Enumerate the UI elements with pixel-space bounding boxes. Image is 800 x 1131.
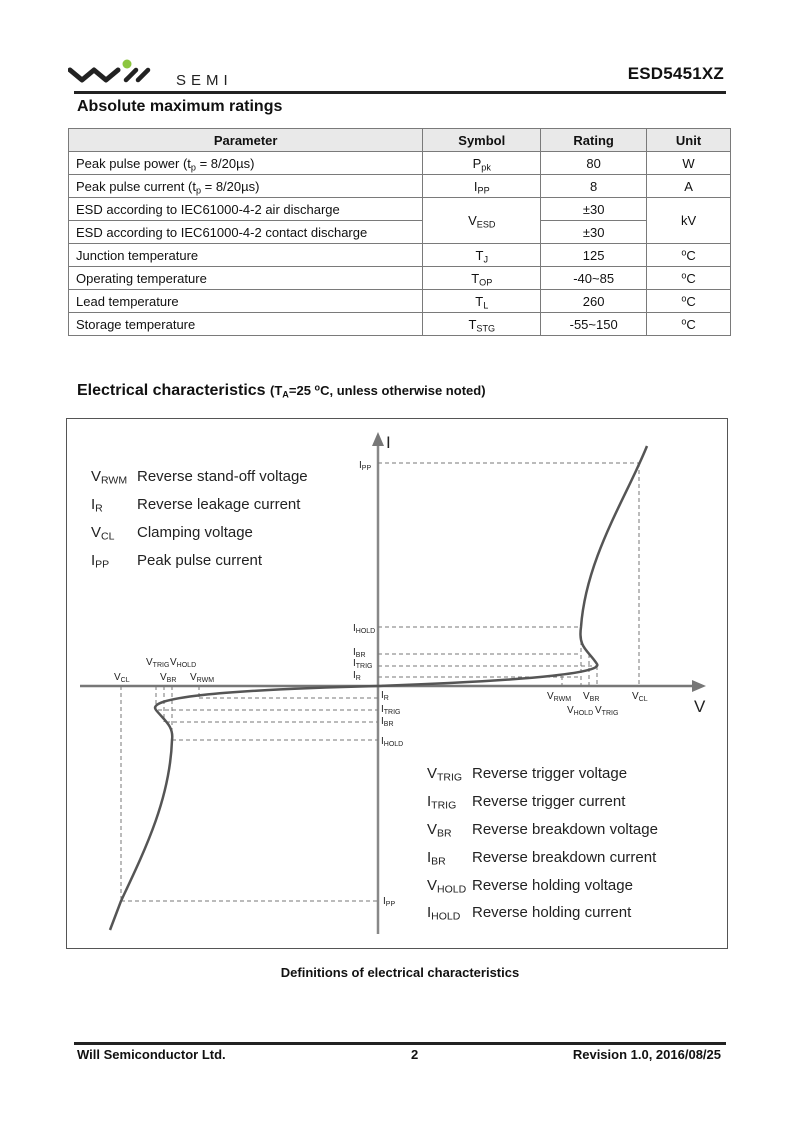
will-semi-logo-icon xyxy=(68,58,258,90)
param-cell: ESD according to IEC61000-4-2 air discharge xyxy=(69,198,423,221)
footer-revision: Revision 1.0, 2016/08/25 xyxy=(572,1047,721,1062)
ratings-table xyxy=(68,128,731,336)
label-vrwm-right: $V_{RWM}$ xyxy=(547,691,572,703)
label-itrig-top: $I_{TRIG}$ xyxy=(353,658,373,670)
table-header-row xyxy=(69,129,731,152)
table-row xyxy=(69,290,731,313)
electrical-title: Electrical characteristics ($T_A=25$ $^o$C, unless otherwise noted) xyxy=(77,382,486,400)
rating-cell: 125 xyxy=(541,244,647,267)
rating-cell: 80 xyxy=(541,152,647,175)
header-divider xyxy=(74,91,726,94)
param-cell: ESD according to IEC61000-4-2 contact discharge xyxy=(69,221,423,244)
label-ipp-top: $I_{PP}$ xyxy=(359,460,372,472)
company-logo xyxy=(68,58,258,90)
unit-cell: $^o$C xyxy=(647,244,731,267)
symbol-cell: $T_{OP}$ xyxy=(423,267,541,290)
figure-caption: Definitions of electrical characteristics xyxy=(280,965,520,980)
label-vhold-left: $V_{HOLD}$ xyxy=(170,657,197,669)
label-vcl-right: $V_{CL}$ xyxy=(632,691,648,703)
label-ibr-bottom: $I_{BR}$ xyxy=(381,716,394,728)
part-number: ESD5451XZ xyxy=(627,64,724,83)
label-vtrig-left: $V_{TRIG}$ xyxy=(146,657,170,669)
table-row xyxy=(69,175,731,198)
label-vrwm-left: $V_{RWM}$ xyxy=(190,672,215,684)
label-ir-top: $I_R$ xyxy=(353,670,361,682)
label-vbr-left: $V_{BR}$ xyxy=(160,672,177,684)
label-ir-bottom: $I_R$ xyxy=(381,690,389,702)
symbol-cell: $P_{pk}$ xyxy=(423,152,541,175)
i-axis-arrow-icon xyxy=(372,432,384,446)
symbol-cell: $I_{PP}$ xyxy=(423,175,541,198)
table-row xyxy=(69,198,731,221)
label-vtrig-right: $V_{TRIG}$ xyxy=(595,705,619,717)
param-cell: Storage temperature xyxy=(69,313,423,336)
label-ihold-bottom: $I_{HOLD}$ xyxy=(381,736,404,748)
param-cell: Junction temperature xyxy=(69,244,423,267)
label-ihold-top: $I_{HOLD}$ xyxy=(353,623,376,635)
iv-characteristic-diagram: I V $I_{PP}$ $I_{HOLD}$ $I_{BR}$ $I_{TRIG}$ $I_R$ $I_R$ $I_{TRIG}$ $I_{BR}$ $I_{HOLD}$ $I_{PP}$ $V_{RWM}$ $V_{BR}$ $V_{CL}$ $V_{HOLD}$ $V_{TRIG}$ $V_{CL}$ $V_{BR}$ $V_{RWM}$ $V_{TRIG}$ $V_{HOLD}$ $V_{RWM}$ Reverse stand-off voltage $I_R$ Reverse leakage current $V_{CL}$ Clamping voltage $I_{PP}$ Peak pulse current $V_{TRIG}$ Reverse trigger voltage $I_{TRIG}$ Reverse trigger current $V_{BR}$ Reverse breakdown voltage $I_{BR}$ Reverse breakdown current $V_{HOLD}$ Reverse holding voltage $I_{HOLD}$ Reverse holding current xyxy=(66,418,728,949)
param-cell: Peak pulse power $(t_p = 8/20\mu s)$ xyxy=(69,152,423,175)
unit-cell: A xyxy=(647,175,731,198)
electrical-condition: ($T_A=25$ $^o$C, unless otherwise noted) xyxy=(270,382,486,400)
symbol-cell: $V_{ESD}$ xyxy=(423,198,541,244)
abs-max-title: Absolute maximum ratings xyxy=(77,98,283,115)
label-ibr-top: $I_{BR}$ xyxy=(353,647,366,659)
unit-cell: W xyxy=(647,152,731,175)
symbol-cell: $T_L$ xyxy=(423,290,541,313)
label-vcl-left: $V_{CL}$ xyxy=(114,672,130,684)
label-vbr-right: $V_{BR}$ xyxy=(583,691,600,703)
rating-cell: ±30 xyxy=(541,198,647,221)
unit-cell: $^o$C xyxy=(647,290,731,313)
unit-cell: kV xyxy=(647,198,731,244)
symbol-cell: $T_J$ xyxy=(423,244,541,267)
col-header-symbol: Symbol xyxy=(423,129,541,152)
col-header-parameter: Parameter xyxy=(69,129,423,152)
rating-cell: -40~85 xyxy=(541,267,647,290)
label-ipp-bottom: $I_{PP}$ xyxy=(383,896,396,908)
col-header-rating: Rating xyxy=(541,129,647,152)
rating-cell: 8 xyxy=(541,175,647,198)
param-cell: Peak pulse current $(t_p = 8/20\mu s)$ xyxy=(69,175,423,198)
logo-text: SEMI xyxy=(176,72,233,89)
table-row xyxy=(69,244,731,267)
footer-divider xyxy=(74,1042,726,1045)
unit-cell: $^o$C xyxy=(647,267,731,290)
table-row xyxy=(69,267,731,290)
rating-cell: -55~150 xyxy=(541,313,647,336)
logo-dot-icon xyxy=(123,60,132,69)
param-cell: Lead temperature xyxy=(69,290,423,313)
footer-company: Will Semiconductor Ltd. xyxy=(77,1047,226,1062)
param-cell: Operating temperature xyxy=(69,267,423,290)
page-number: 2 xyxy=(411,1047,419,1062)
label-vhold-right: $V_{HOLD}$ xyxy=(567,705,594,717)
symbol-cell: $T_{STG}$ xyxy=(423,313,541,336)
table-row xyxy=(69,221,731,244)
i-axis-label: I xyxy=(386,433,391,452)
col-header-unit: Unit xyxy=(647,129,731,152)
unit-cell: $^o$C xyxy=(647,313,731,336)
rating-cell: 260 xyxy=(541,290,647,313)
v-axis-label: V xyxy=(694,697,706,716)
label-itrig-bottom: $I_{TRIG}$ xyxy=(381,704,401,716)
rating-cell: ±30 xyxy=(541,221,647,244)
table-row xyxy=(69,313,731,336)
v-axis-arrow-icon xyxy=(692,680,706,692)
table-row xyxy=(69,152,731,175)
